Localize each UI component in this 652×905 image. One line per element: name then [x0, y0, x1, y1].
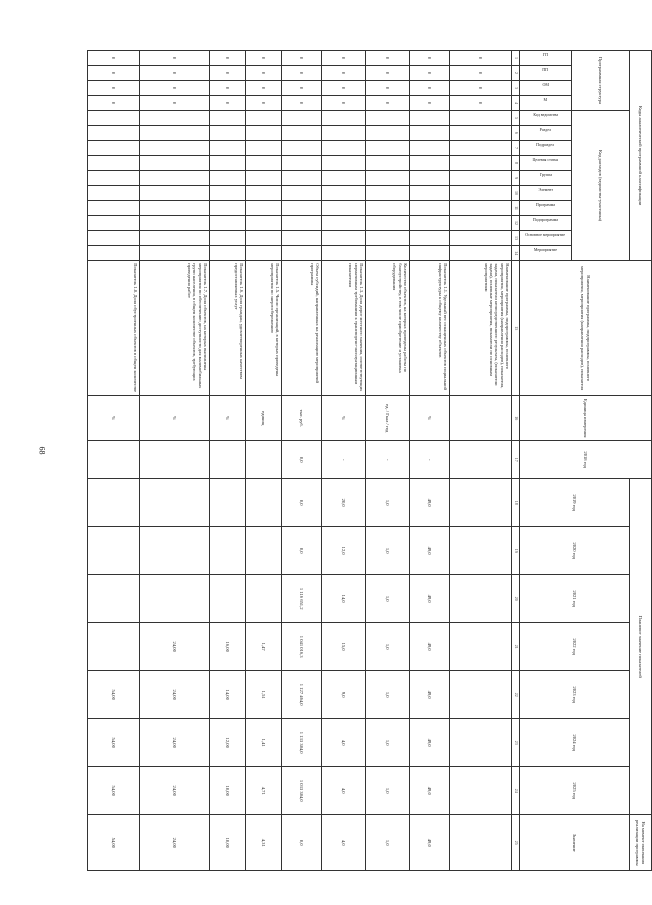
code-cell: 0: [450, 66, 512, 81]
code-col-header: Подраздел: [520, 141, 572, 156]
code-cell: 0: [140, 81, 210, 96]
code-cell: [246, 126, 282, 141]
table-row: [88, 51, 140, 871]
code-cell: [322, 186, 366, 201]
year-value-cell: [210, 527, 246, 575]
code-cell: [410, 126, 450, 141]
code-cell: [210, 141, 246, 156]
code-cell: [366, 141, 410, 156]
code-cell: 0: [88, 51, 140, 66]
code-cell: [246, 201, 282, 216]
code-cell: [210, 156, 246, 171]
year-2025-header: 2025 год: [520, 767, 630, 815]
code-cell: [322, 111, 366, 126]
code-col-header: Мероприятие: [520, 246, 572, 261]
code-cell: [450, 111, 512, 126]
code-cell: [322, 126, 366, 141]
final-value-header: Значение: [520, 815, 630, 871]
code-cell: [410, 246, 450, 261]
year-value-cell: [450, 719, 512, 767]
code-cell: 0: [282, 66, 322, 81]
code-cell: 0: [366, 81, 410, 96]
year-value-cell: 1 033 384,0: [282, 767, 322, 815]
year-value-cell: 4,0: [322, 767, 366, 815]
year-value-cell: [450, 671, 512, 719]
year-value-cell: 0,0: [282, 527, 322, 575]
unit-cell: тыс. руб.: [282, 396, 322, 441]
year-2024-header: 2024 год: [520, 719, 630, 767]
year-value-cell: 1,0: [366, 527, 410, 575]
code-cell: 0: [450, 81, 512, 96]
code-cell: [210, 186, 246, 201]
base-value-cell: [210, 441, 246, 479]
year-value-cell: 1,0: [366, 623, 410, 671]
unit-cell: %: [322, 396, 366, 441]
year-value-cell: [450, 575, 512, 623]
code-cell: 0: [140, 96, 210, 111]
final-value-cell: 49,0: [410, 815, 450, 871]
year-value-cell: [246, 479, 282, 527]
program-structure-header: Программная структура: [572, 51, 630, 111]
year-value-cell: 16,00: [210, 623, 246, 671]
code-cell: 0: [366, 96, 410, 111]
code-cell: [366, 231, 410, 246]
final-value-cell: [450, 815, 512, 871]
code-cell: [246, 156, 282, 171]
table-body: [88, 51, 512, 871]
year-value-cell: [140, 527, 210, 575]
unit-cell: [450, 396, 512, 441]
year-value-cell: 54,00: [88, 767, 140, 815]
code-cell: [140, 246, 210, 261]
year-2019-header: 2019 год: [520, 479, 630, 527]
target-group-header: На момент окончания реализации программы: [630, 815, 652, 871]
code-cell: [322, 201, 366, 216]
code-cell: [410, 201, 450, 216]
base-value-cell: [246, 441, 282, 479]
program-indicators-table: [87, 50, 652, 871]
code-cell: [366, 186, 410, 201]
code-cell: [140, 231, 210, 246]
code-cell: 0: [246, 81, 282, 96]
base-value-cell: [88, 441, 140, 479]
year-value-cell: [450, 527, 512, 575]
code-cell: [88, 201, 140, 216]
year-value-cell: [210, 479, 246, 527]
final-value-cell: 10,00: [210, 815, 246, 871]
code-cell: [282, 216, 322, 231]
year-2023-header: 2023 год: [520, 671, 630, 719]
code-cell: [410, 171, 450, 186]
indicator-name: Наименование программы, подпрограммы, основного мероприятия, мероприятия (направления расходов), показателя, задачи, показатели непосредственного результата, (показатели задачи), основные мероприятия, показатели по основным мероприятиям: [450, 261, 512, 396]
code-cell: [210, 126, 246, 141]
year-value-cell: 49,0: [410, 479, 450, 527]
code-cell: 0: [322, 66, 366, 81]
code-col-header: Подпрограмма: [520, 216, 572, 231]
code-col-header: Целевая статья: [520, 156, 572, 171]
year-value-cell: [88, 623, 140, 671]
code-cell: [210, 231, 246, 246]
year-value-cell: 4,71: [246, 767, 282, 815]
code-cell: [246, 231, 282, 246]
code-cell: [450, 231, 512, 246]
code-cell: 0: [322, 81, 366, 96]
code-cell: [322, 156, 366, 171]
code-cell: [282, 156, 322, 171]
final-value-cell: 0,0: [282, 815, 322, 871]
year-value-cell: [450, 479, 512, 527]
year-value-cell: 1 133 384,0: [282, 719, 322, 767]
code-cell: [366, 246, 410, 261]
final-value-cell: 24,00: [140, 815, 210, 871]
code-cell: [450, 156, 512, 171]
year-value-cell: 49,0: [410, 623, 450, 671]
code-cell: [282, 126, 322, 141]
year-value-cell: 0,0: [282, 479, 322, 527]
code-col-header: М: [520, 96, 572, 111]
code-cell: [282, 141, 322, 156]
code-cell: 0: [88, 66, 140, 81]
table-row: [246, 51, 282, 871]
code-cell: [366, 201, 410, 216]
name-header: Наименование программы, подпрограммы, основного мероприятия, мероприятия (направления расходов), показателя: [520, 261, 652, 396]
code-col-header: Группа: [520, 171, 572, 186]
code-cell: [246, 171, 282, 186]
year-value-cell: 1,0: [366, 671, 410, 719]
classification-header: Коды аналитической программной классификации: [630, 51, 652, 261]
code-cell: [140, 111, 210, 126]
document-sheet: [92, 50, 652, 866]
code-cell: [410, 156, 450, 171]
year-value-cell: 54,00: [88, 671, 140, 719]
code-cell: 0: [246, 51, 282, 66]
year-value-cell: 15,0: [322, 623, 366, 671]
year-value-cell: [140, 575, 210, 623]
year-value-cell: 24,00: [140, 671, 210, 719]
code-cell: [246, 246, 282, 261]
base-value-cell: -: [366, 441, 410, 479]
code-cell: [410, 231, 450, 246]
indicator-name: Показатель 1.8. Доля обустроенных объектов в общем количестве: [88, 261, 140, 396]
indicator-name: Количество объектов, на которых проведены работы по благоустройству, в том числе приобретение и установка оборудования: [366, 261, 410, 396]
unit-cell: %: [410, 396, 450, 441]
final-value-cell: 1,0: [366, 815, 410, 871]
year-value-cell: 1,47: [246, 623, 282, 671]
indicator-name: Показатель 1.1. Удельный вес оснащенных объектов социальной инфраструктуры к общему количеству объектов: [410, 261, 450, 396]
year-value-cell: 1 116 651,2: [282, 575, 322, 623]
year-2020-header: 2020 год: [520, 527, 630, 575]
year-value-cell: 4,0: [322, 719, 366, 767]
table-row: [366, 51, 410, 871]
base-value-cell: [140, 441, 210, 479]
indicator-name: Объем субсидий, направленных на реализацию мероприятий программы: [282, 261, 322, 396]
indicator-name: Показатель 1.5. Число организаций, в которых проведены мероприятия по энергосбережению: [246, 261, 282, 396]
year-value-cell: 1,0: [366, 767, 410, 815]
year-value-cell: 24,00: [140, 719, 210, 767]
code-cell: 0: [88, 96, 140, 111]
code-cell: [282, 111, 322, 126]
code-cell: [282, 171, 322, 186]
budget-expenses-header: Код расходов (ведомства-участника): [572, 111, 630, 261]
code-cell: 0: [322, 51, 366, 66]
code-cell: [366, 171, 410, 186]
code-cell: 0: [410, 66, 450, 81]
year-value-cell: [210, 575, 246, 623]
year-value-cell: [246, 575, 282, 623]
code-cell: [88, 156, 140, 171]
unit-cell: %: [210, 396, 246, 441]
year-value-cell: 12,0: [322, 527, 366, 575]
code-cell: [246, 216, 282, 231]
year-value-cell: 1,0: [366, 575, 410, 623]
code-cell: [88, 111, 140, 126]
code-cell: [140, 171, 210, 186]
code-cell: [450, 141, 512, 156]
year-value-cell: [88, 575, 140, 623]
base-value-cell: -: [410, 441, 450, 479]
code-cell: 0: [322, 96, 366, 111]
year-value-cell: 1,0: [366, 479, 410, 527]
year-value-cell: 1 127 464,0: [282, 671, 322, 719]
year-2022-header: 2022 год: [520, 623, 630, 671]
year-value-cell: 14,0: [322, 575, 366, 623]
code-cell: [88, 186, 140, 201]
code-cell: 0: [210, 66, 246, 81]
code-cell: [140, 126, 210, 141]
year-value-cell: [246, 527, 282, 575]
code-col-header: Программа: [520, 201, 572, 216]
code-cell: [246, 111, 282, 126]
year-value-cell: 1,51: [246, 671, 282, 719]
year-value-cell: 49,0: [410, 671, 450, 719]
code-cell: 0: [450, 51, 512, 66]
code-cell: 0: [282, 51, 322, 66]
final-value-cell: 4,0: [322, 815, 366, 871]
year-value-cell: 49,0: [410, 527, 450, 575]
year-value-cell: 49,0: [410, 719, 450, 767]
code-cell: [322, 246, 366, 261]
code-cell: [450, 216, 512, 231]
year-value-cell: [450, 623, 512, 671]
year-value-cell: 24,00: [140, 767, 210, 815]
year-value-cell: 24,00: [140, 623, 210, 671]
code-cell: 0: [282, 81, 322, 96]
year-value-cell: [88, 527, 140, 575]
base-year-header: 2018 год: [520, 441, 652, 479]
indicator-name: Показатель 1.6. Доля граждан, удовлетворенных качеством предоставляемых услуг: [210, 261, 246, 396]
base-value-cell: 0,0: [282, 441, 322, 479]
code-col-header: Раздел: [520, 126, 572, 141]
code-cell: 0: [88, 81, 140, 96]
final-value-cell: 4,31: [246, 815, 282, 871]
code-cell: [366, 216, 410, 231]
year-value-cell: 49,0: [410, 767, 450, 815]
code-cell: [140, 141, 210, 156]
code-cell: [140, 186, 210, 201]
table-row: [210, 51, 246, 871]
unit-cell: %: [140, 396, 210, 441]
code-cell: [450, 171, 512, 186]
code-cell: 0: [282, 96, 322, 111]
code-cell: [282, 246, 322, 261]
code-cell: [282, 186, 322, 201]
indicator-name: Показатель 1.7. Доля объектов, на которых выполнены мероприятия по обеспечению доступности для маломобильных групп населения, в общем количестве объектов, требующих проведения работ: [140, 261, 210, 396]
code-cell: 0: [450, 96, 512, 111]
code-cell: [88, 171, 140, 186]
year-value-cell: 54,00: [88, 719, 140, 767]
year-value-cell: 1,41: [246, 719, 282, 767]
unit-cell: ед. / Гкал / год: [366, 396, 410, 441]
code-cell: 0: [140, 51, 210, 66]
code-cell: [140, 156, 210, 171]
plan-values-header: Плановое значение показателей: [630, 479, 652, 815]
year-value-cell: 49,0: [410, 575, 450, 623]
code-cell: [282, 201, 322, 216]
code-cell: [450, 186, 512, 201]
code-cell: [88, 216, 140, 231]
column-index-row: 1 2 3 4 5 6 7 8 9 10 11 12 13 14 15 16 17 18 19 20 21 22 23 24 25: [512, 51, 520, 871]
code-cell: [210, 246, 246, 261]
table-row: [322, 51, 366, 871]
code-cell: [282, 231, 322, 246]
table-row: [450, 51, 512, 871]
code-cell: [88, 231, 140, 246]
code-cell: [410, 216, 450, 231]
year-value-cell: 1,0: [366, 719, 410, 767]
code-cell: [450, 201, 512, 216]
code-cell: [246, 186, 282, 201]
code-cell: [410, 141, 450, 156]
code-cell: [88, 141, 140, 156]
code-cell: [322, 216, 366, 231]
code-cell: [210, 111, 246, 126]
year-value-cell: 20,0: [322, 479, 366, 527]
unit-cell: единиц: [246, 396, 282, 441]
code-cell: [140, 216, 210, 231]
code-cell: 0: [410, 96, 450, 111]
code-cell: [366, 111, 410, 126]
year-value-cell: 9,0: [322, 671, 366, 719]
code-cell: 0: [366, 66, 410, 81]
code-cell: [88, 126, 140, 141]
code-cell: [246, 141, 282, 156]
code-col-header: Основное мероприятие: [520, 231, 572, 246]
final-value-cell: 54,00: [88, 815, 140, 871]
table-row: [282, 51, 322, 871]
code-cell: [410, 111, 450, 126]
table-row: [140, 51, 210, 871]
code-cell: [450, 126, 512, 141]
rotated-table-wrapper: [92, 50, 652, 866]
unit-header: Единица измерения: [520, 396, 652, 441]
code-cell: 0: [246, 66, 282, 81]
code-cell: [450, 246, 512, 261]
code-cell: [210, 216, 246, 231]
code-cell: [210, 171, 246, 186]
table-row: [410, 51, 450, 871]
code-col-header: ОМ: [520, 81, 572, 96]
code-cell: 0: [246, 96, 282, 111]
year-value-cell: 1 041 016,3: [282, 623, 322, 671]
code-col-header: Код ведомства: [520, 111, 572, 126]
code-cell: 0: [140, 66, 210, 81]
year-value-cell: 12,00: [210, 719, 246, 767]
code-cell: [322, 231, 366, 246]
code-cell: 0: [210, 51, 246, 66]
code-cell: [366, 156, 410, 171]
year-value-cell: [88, 479, 140, 527]
code-cell: 0: [410, 81, 450, 96]
year-value-cell: 14,00: [210, 671, 246, 719]
code-cell: 0: [210, 81, 246, 96]
code-cell: 0: [210, 96, 246, 111]
code-cell: [366, 126, 410, 141]
code-cell: [88, 246, 140, 261]
code-cell: [210, 201, 246, 216]
code-cell: [322, 171, 366, 186]
indicator-name: Показатель 1.3. Доля дорог местного значения, соответствующих нормативным требованиям к транспортно-эксплуатационным показателям: [322, 261, 366, 396]
code-col-header: Элемент: [520, 186, 572, 201]
base-value-cell: -: [322, 441, 366, 479]
code-col-header: ГП: [520, 51, 572, 66]
code-cell: 0: [410, 51, 450, 66]
unit-cell: %: [88, 396, 140, 441]
code-cell: 0: [366, 51, 410, 66]
year-2021-header: 2021 год: [520, 575, 630, 623]
page-number: 68: [37, 446, 47, 455]
code-cell: [410, 186, 450, 201]
code-cell: [140, 201, 210, 216]
year-value-cell: [450, 767, 512, 815]
code-col-header: ПП: [520, 66, 572, 81]
year-value-cell: [140, 479, 210, 527]
base-value-cell: [450, 441, 512, 479]
code-cell: [322, 141, 366, 156]
year-value-cell: 10,00: [210, 767, 246, 815]
